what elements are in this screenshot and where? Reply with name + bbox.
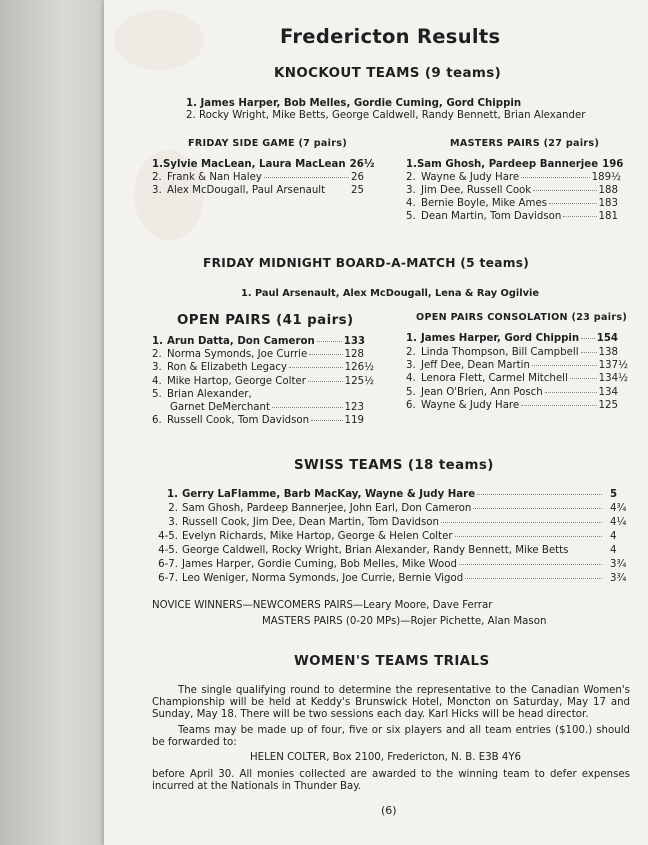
score: 5 xyxy=(610,489,618,500)
page-number: (6) xyxy=(381,804,397,817)
leader-dots xyxy=(477,493,602,495)
score: 4¼ xyxy=(610,517,627,528)
list-item xyxy=(152,489,630,501)
rank: 1. xyxy=(167,489,178,500)
womens-paragraph-2: Teams may be made up of four, five or six players and all team entries ($100.) should be forwarded to: xyxy=(152,725,630,748)
list-item-continuation xyxy=(170,402,364,414)
score: 188 xyxy=(598,185,618,196)
score: 128 xyxy=(344,349,364,360)
open-pairs-heading: OPEN PAIRS (41 pairs) xyxy=(177,313,354,328)
leader-dots xyxy=(533,189,596,191)
score: 126½ xyxy=(344,362,374,373)
list-item xyxy=(186,110,585,122)
swiss-heading: SWISS TEAMS (18 teams) xyxy=(294,458,494,473)
list-item xyxy=(152,376,374,388)
rank: 6. xyxy=(406,400,416,411)
rank: 5. xyxy=(152,389,162,400)
list-item xyxy=(152,362,374,374)
names: Wayne & Judy Hare xyxy=(421,400,520,411)
score: 123 xyxy=(344,402,364,413)
names: Ron & Elizabeth Legacy xyxy=(167,362,287,373)
list-item xyxy=(186,98,521,110)
leader-dots xyxy=(272,406,343,408)
list-item xyxy=(152,559,630,571)
paper-stain xyxy=(114,10,204,70)
names: George Caldwell, Rocky Wright, Brian Alexander, Randy Bennett, Mike Betts xyxy=(182,545,569,556)
names: Sam Ghosh, Pardeep Bannerjee xyxy=(416,159,599,170)
rank: 2. xyxy=(168,503,178,514)
score: 134 xyxy=(598,387,618,398)
names: Jeff Dee, Dean Martin xyxy=(421,360,530,371)
leader-space xyxy=(327,190,349,191)
score: 125½ xyxy=(344,376,374,387)
page-binding-edge xyxy=(0,0,104,845)
names: Arun Datta, Don Cameron xyxy=(167,336,315,347)
names: James Harper, Gordie Cuming, Bob Melles, Mike Wood xyxy=(182,559,457,570)
masters-0-20-winners: MASTERS PAIRS (0-20 MPs)—Rojer Pichette, Alan Mason xyxy=(262,616,547,627)
midnight-heading: FRIDAY MIDNIGHT BOARD-A-MATCH (5 teams) xyxy=(203,256,530,270)
list-item xyxy=(406,360,628,372)
leader-dots xyxy=(473,507,602,509)
names: Frank & Nan Haley xyxy=(167,172,262,183)
score: 125 xyxy=(598,400,618,411)
names: Bernie Boyle, Mike Ames xyxy=(421,198,548,209)
list-item xyxy=(152,172,364,184)
score: 137½ xyxy=(598,360,628,371)
score: 134½ xyxy=(598,373,628,384)
rank: 3. xyxy=(406,185,416,196)
list-item xyxy=(152,389,302,401)
score: 189½ xyxy=(591,172,621,183)
list-item xyxy=(406,400,618,412)
names: Dean Martin, Tom Davidson xyxy=(421,211,562,222)
names: Brian Alexander, xyxy=(167,389,252,400)
score: 4¾ xyxy=(610,503,627,514)
list-item xyxy=(406,159,624,171)
rank: 3. xyxy=(152,362,162,373)
list-item xyxy=(406,387,618,399)
list-item xyxy=(152,545,630,557)
rank: 1. xyxy=(152,336,163,347)
consolation-heading: OPEN PAIRS CONSOLATION (23 pairs) xyxy=(416,312,628,323)
rank: 1. xyxy=(406,333,417,344)
rank: 6-7. xyxy=(158,573,178,584)
rank: 1. xyxy=(152,159,163,170)
names: Alex McDougall, Paul Arsenault xyxy=(167,185,326,196)
score: 3¾ xyxy=(610,573,627,584)
entry-address: HELEN COLTER, Box 2100, Fredericton, N. B. E3B 4Y6 xyxy=(250,752,522,763)
rank: 3. xyxy=(152,185,162,196)
rank: 2. xyxy=(406,347,416,358)
rank: 2. xyxy=(152,349,162,360)
list-item xyxy=(406,373,628,385)
list-item xyxy=(406,198,618,210)
list-item xyxy=(152,503,630,515)
leader-dots xyxy=(581,337,595,339)
masters-pairs-heading: MASTERS PAIRS (27 pairs) xyxy=(450,138,600,149)
names: Leo Weniger, Norma Symonds, Joe Currie, Bernie Vigod xyxy=(182,573,464,584)
rank: 1. xyxy=(186,98,197,109)
leader-dots xyxy=(465,577,602,579)
names: Garnet DeMerchant xyxy=(170,402,270,413)
rank: 4. xyxy=(406,373,416,384)
names: Rocky Wright, Mike Betts, George Caldwell, Randy Bennett, Brian Alexander xyxy=(198,110,586,121)
names: Lenora Flett, Carmel Mitchell xyxy=(421,373,568,384)
leader-dots xyxy=(311,419,342,421)
rank: 5. xyxy=(406,387,416,398)
list-item xyxy=(152,349,364,361)
names: Sylvie MacLean, Laura MacLean xyxy=(162,159,346,170)
leader-dots xyxy=(309,353,342,355)
score: 4 xyxy=(610,531,617,542)
leader-dots xyxy=(455,535,602,537)
rank: 4-5. xyxy=(158,545,178,556)
leader-dots xyxy=(545,391,597,393)
leader-dots xyxy=(570,377,597,379)
page-title: Fredericton Results xyxy=(280,25,501,48)
rank: 2. xyxy=(186,110,196,121)
score: 138 xyxy=(598,347,618,358)
rank: 2. xyxy=(152,172,162,183)
names: Jim Dee, Russell Cook xyxy=(421,185,532,196)
list-item xyxy=(152,185,364,197)
list-item xyxy=(152,159,374,171)
names: Russell Cook, Jim Dee, Dean Martin, Tom Davidson xyxy=(182,517,439,528)
score: 3¾ xyxy=(610,559,627,570)
rank: 2. xyxy=(406,172,416,183)
score: 183 xyxy=(598,198,618,209)
list-item xyxy=(152,573,630,585)
leader-dots xyxy=(289,366,343,368)
leader-dots xyxy=(264,176,349,178)
rank: 3. xyxy=(168,517,178,528)
rank: 6. xyxy=(152,415,162,426)
names: Mike Hartop, George Colter xyxy=(167,376,306,387)
list-item xyxy=(406,333,618,345)
list-item xyxy=(406,185,618,197)
score: 196 xyxy=(602,159,624,170)
score: 4 xyxy=(610,545,617,556)
score: 154 xyxy=(596,333,618,344)
score: 181 xyxy=(598,211,618,222)
rank: 3. xyxy=(406,360,416,371)
rank: 1. xyxy=(406,159,417,170)
leader-dots xyxy=(317,340,342,342)
list-item xyxy=(406,211,618,223)
names: Linda Thompson, Bill Campbell xyxy=(421,347,579,358)
score: 26 xyxy=(351,172,364,183)
leader-dots xyxy=(532,364,597,366)
names: Evelyn Richards, Mike Hartop, George & Helen Colter xyxy=(182,531,453,542)
womens-paragraph-1: The single qualifying round to determine the representative to the Canadian Women's Championship will be held at Keddy's Brunswick Hotel, Moncton on Saturday, May 17 and Sunday, May 18. There will be two sessions each day. Karl Hicks will be head director. xyxy=(152,685,630,720)
leader-dots xyxy=(549,202,597,204)
womens-paragraph-3: before April 30. All monies collected are awarded to the winning team to defer expenses incurred at the Nationals in Thunder Bay. xyxy=(152,769,630,792)
rank: 4. xyxy=(152,376,162,387)
names: Jean O'Brien, Ann Posch xyxy=(421,387,543,398)
score: 26½ xyxy=(349,159,375,170)
rank: 4-5. xyxy=(158,531,178,542)
rank: 5. xyxy=(406,211,416,222)
list-item xyxy=(406,172,621,184)
names: Norma Symonds, Joe Currie xyxy=(167,349,308,360)
names: Gerry LaFlamme, Barb MacKay, Wayne & Judy Hare xyxy=(182,489,476,500)
leader-dots xyxy=(459,563,602,565)
womens-heading: WOMEN'S TEAMS TRIALS xyxy=(294,654,490,669)
novice-winners: NOVICE WINNERS—NEWCOMERS PAIRS—Leary Moore, Dave Ferrar xyxy=(152,600,493,611)
midnight-winner: 1. Paul Arsenault, Alex McDougall, Lena & Ray Ogilvie xyxy=(241,288,539,299)
score: 133 xyxy=(343,336,365,347)
names: Russell Cook, Tom Davidson xyxy=(167,415,310,426)
leader-dots xyxy=(581,351,597,353)
knockout-heading: KNOCKOUT TEAMS (9 teams) xyxy=(274,66,502,81)
names: James Harper, Gord Chippin xyxy=(421,333,580,344)
names: Wayne & Judy Hare xyxy=(421,172,520,183)
list-item xyxy=(406,347,618,359)
rank: 6-7. xyxy=(158,559,178,570)
leader-dots xyxy=(521,176,590,178)
list-item xyxy=(152,336,365,348)
leader-dots xyxy=(441,521,602,523)
score: 119 xyxy=(344,415,364,426)
rank: 4. xyxy=(406,198,416,209)
list-item xyxy=(152,531,630,543)
leader-dots xyxy=(308,380,343,382)
leader-space xyxy=(570,550,602,551)
leader-dots xyxy=(563,215,596,217)
friday-side-heading: FRIDAY SIDE GAME (7 pairs) xyxy=(188,138,347,149)
leader-dots xyxy=(521,404,596,406)
names: Sam Ghosh, Pardeep Bannerjee, John Earl, Don Cameron xyxy=(182,503,472,514)
list-item xyxy=(152,415,364,427)
names: James Harper, Bob Melles, Gordie Cuming, Gord Chippin xyxy=(200,98,522,109)
score: 25 xyxy=(351,185,364,196)
list-item xyxy=(152,517,630,529)
